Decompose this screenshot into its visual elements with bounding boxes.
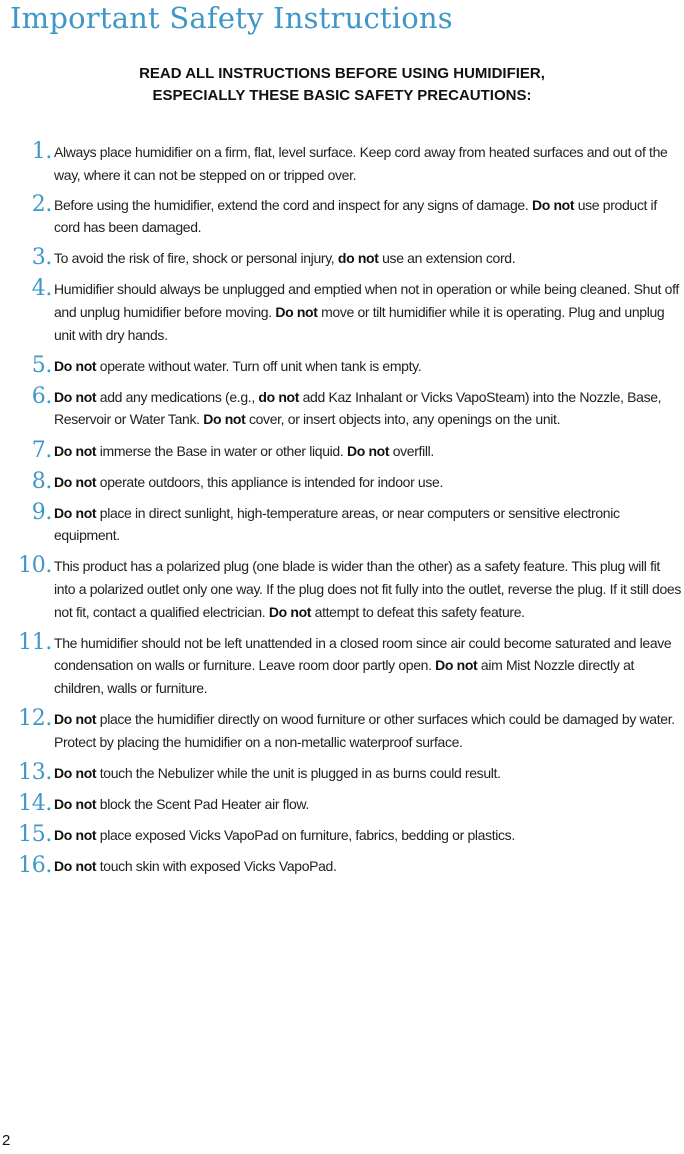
list-item <box>0 790 684 816</box>
item-text <box>54 197 657 236</box>
item-number: 1. <box>31 139 52 164</box>
warning-emphasis: Do not <box>275 304 318 321</box>
list-item <box>0 705 684 753</box>
warning-emphasis: do not <box>337 250 379 267</box>
warning-emphasis: Do not <box>435 657 478 674</box>
list-item <box>0 468 684 494</box>
item-number: 2. <box>31 191 52 217</box>
item-text-segment: overfill. <box>389 442 434 459</box>
list-item <box>0 141 684 186</box>
warning-emphasis: do not <box>258 388 300 405</box>
warning-emphasis: Do not <box>54 764 97 781</box>
warning-emphasis: Do not <box>54 504 97 521</box>
item-number: 11. <box>18 629 52 655</box>
item-number: 15. <box>18 821 52 847</box>
warning-emphasis: Do not <box>54 710 97 727</box>
item-text-segment: This product has a polarized plug (one blade is wider than the other) as a safety feature. This plug will fit into a polarized outlet only one way. If the plug does not fit fully into the outlet, reverse the plug. If it still does not fit, contact a qualified electrician. <box>54 558 682 620</box>
item-text <box>54 281 679 342</box>
list-item <box>0 278 684 346</box>
item-text-segment: place the humidifier directly on wood furniture or other surfaces which could be damaged by water. Protect by placing the humidifier on a non-metallic waterproof surface. <box>54 710 675 750</box>
item-text-segment: operate outdoors, this appliance is intended for indoor use. <box>96 473 443 490</box>
warning-emphasis: Do not <box>531 196 575 213</box>
item-text <box>54 505 620 544</box>
item-text-segment: immerse the Base in water or other liquid. <box>96 442 347 459</box>
item-text-segment: add any medications (e.g., <box>96 388 259 405</box>
warning-emphasis: Do not <box>54 357 97 374</box>
subtitle-line-2: ESPECIALLY THESE BASIC SAFETY PRECAUTIONS: <box>152 87 532 104</box>
item-text-segment: use an extension cord. <box>378 250 516 267</box>
item-text-segment: The humidifier should not be left unattended in a closed room since air could become saturated and leave condensation on walls or furniture. Leave room door partly open. <box>54 634 672 674</box>
list-item <box>0 629 684 700</box>
item-number: 16. <box>18 852 52 878</box>
item-text <box>54 796 309 812</box>
item-text-segment: Always place humidifier on a firm, flat, level surface. Keep cord away from heated surfaces and out of the way, where it can not be stepped on or tripped over. <box>54 144 668 183</box>
item-number: 9. <box>31 499 52 525</box>
item-text-segment: use product if cord has been damaged. <box>54 196 657 236</box>
item-text <box>54 250 515 266</box>
item-text <box>54 827 515 843</box>
item-number: 3. <box>31 245 52 271</box>
item-number: 13. <box>18 759 52 785</box>
page-title: Important Safety Instructions <box>10 1 453 35</box>
item-number: 14. <box>18 790 52 816</box>
item-number: 10. <box>18 553 52 579</box>
list-item <box>0 555 684 623</box>
list-item <box>0 437 684 463</box>
list-item <box>0 821 684 847</box>
item-number: 8. <box>31 468 52 494</box>
list-item <box>0 352 684 378</box>
warning-emphasis: Do not <box>54 442 97 459</box>
item-text <box>54 711 675 750</box>
warning-emphasis: Do not <box>54 857 97 874</box>
safety-instructions-list <box>0 141 684 878</box>
list-item <box>0 499 684 547</box>
item-number: 5. <box>31 352 52 378</box>
item-text <box>54 635 671 696</box>
item-number: 7. <box>31 437 52 463</box>
warning-emphasis: Do not <box>54 388 97 405</box>
item-text-segment: cover, or insert objects into, any openings on the unit. <box>245 411 561 428</box>
item-text-segment: place exposed Vicks VapoPad on furniture, fabrics, bedding or plastics. <box>96 826 515 843</box>
list-item <box>0 852 684 878</box>
item-number: 6. <box>31 383 52 409</box>
item-text-segment: Before using the humidifier, extend the cord and inspect for any signs of damage. <box>54 196 532 213</box>
item-text <box>54 474 443 490</box>
item-text <box>54 443 434 459</box>
item-text-segment: operate without water. Turn off unit when tank is empty. <box>96 357 422 374</box>
item-text <box>54 358 421 374</box>
item-text <box>54 558 681 619</box>
warning-emphasis: Do not <box>54 473 97 490</box>
item-text-segment: touch the Nebulizer while the unit is plugged in as burns could result. <box>96 764 501 781</box>
item-text-segment: move or tilt humidifier while it is operating. Plug and unplug unit with dry hands. <box>54 304 665 343</box>
item-text-segment: Humidifier should always be unplugged and emptied when not in operation or while being cleaned. Shut off and unplug humidifier before moving. <box>54 281 679 321</box>
item-text-segment: place in direct sunlight, high-temperature areas, or near computers or sensitive electronic equipment. <box>54 504 620 544</box>
warning-emphasis: Do not <box>268 603 312 620</box>
warning-emphasis: Do not <box>54 795 97 812</box>
item-text-segment: add Kaz Inhalant or Vicks VapoSteam) into the Nozzle, Base, Reservoir or Water Tank. <box>54 388 662 428</box>
item-text-segment: To avoid the risk of fire, shock or personal injury, <box>54 250 338 267</box>
item-text-segment: attempt to defeat this safety feature. <box>311 603 525 620</box>
list-item <box>0 383 684 431</box>
instructions-subtitle <box>0 63 684 107</box>
item-number: 12. <box>18 705 52 731</box>
item-text <box>54 858 337 874</box>
item-text <box>54 144 667 183</box>
item-text-segment: block the Scent Pad Heater air flow. <box>96 795 309 812</box>
item-text <box>54 765 501 781</box>
item-text-segment: touch skin with exposed Vicks VapoPad. <box>96 857 337 874</box>
warning-emphasis: Do not <box>203 411 246 428</box>
subtitle-line-1: READ ALL INSTRUCTIONS BEFORE USING HUMIDIFIER, <box>139 65 545 82</box>
page-number: 2 <box>2 1132 11 1149</box>
item-text <box>54 389 661 428</box>
warning-emphasis: Do not <box>54 826 97 843</box>
item-text-segment: aim Mist Nozzle directly at children, walls or furniture. <box>54 657 635 696</box>
list-item <box>0 191 684 239</box>
warning-emphasis: Do not <box>346 442 390 459</box>
item-number: 4. <box>31 276 52 302</box>
list-item <box>0 759 684 785</box>
list-item <box>0 247 684 270</box>
